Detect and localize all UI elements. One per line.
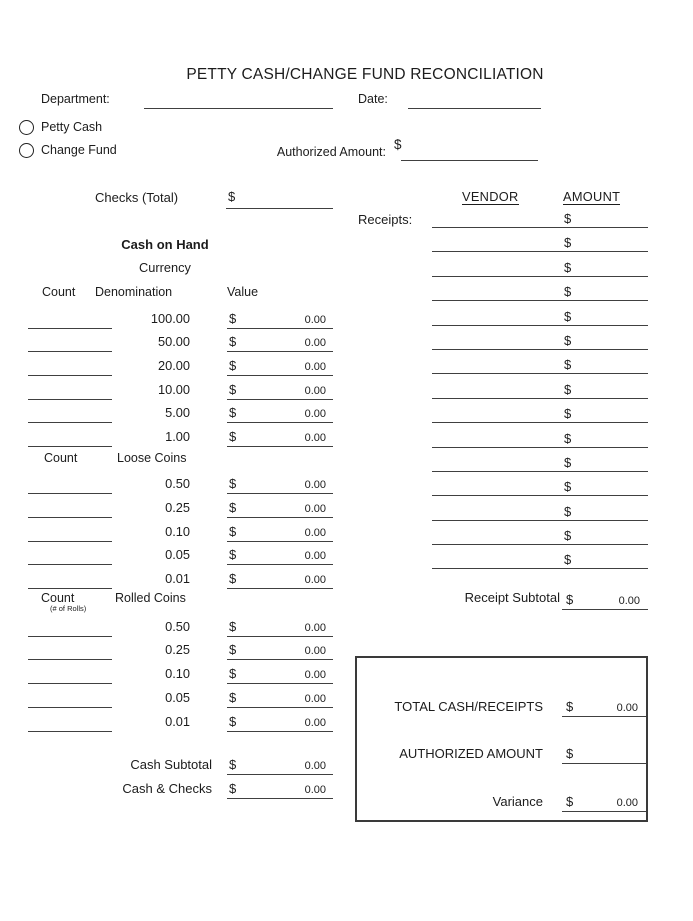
- totals-row-label: AUTHORIZED AMOUNT: [399, 746, 543, 762]
- receipt-subtotal-value: 0.00: [618, 595, 640, 607]
- cash-count-row: [0, 542, 340, 566]
- value-field: [227, 404, 333, 423]
- date-label: Date:: [358, 92, 388, 106]
- value-field: [227, 641, 333, 660]
- cash-count-row: [0, 660, 340, 684]
- dollar-sign: $: [229, 334, 237, 350]
- loose-coin-rows: [0, 471, 340, 589]
- receipt-row: [432, 350, 648, 374]
- amount-blank-field[interactable]: [547, 399, 648, 422]
- amount-blank-field[interactable]: [547, 545, 648, 568]
- value-amount: 0.00: [304, 432, 326, 445]
- authorized-amount-blank-field[interactable]: [401, 160, 538, 161]
- value-field: [227, 523, 333, 542]
- amount-blank-field[interactable]: [547, 252, 648, 275]
- dollar-sign: $: [566, 746, 574, 762]
- dollar-sign: $: [564, 332, 572, 348]
- cash-count-row: [0, 684, 340, 708]
- cash-count-row: [0, 423, 340, 447]
- department-label: Department:: [41, 92, 110, 106]
- amount-blank-field[interactable]: [547, 472, 648, 495]
- dollar-sign: $: [229, 780, 237, 796]
- count-column-header: Count: [42, 285, 76, 299]
- dollar-sign: $: [564, 430, 572, 446]
- amount-column-header: AMOUNT: [563, 189, 621, 204]
- receipt-row: [432, 374, 648, 398]
- dollar-sign: $: [566, 793, 574, 809]
- loose-coins-label: Loose Coins: [117, 451, 187, 465]
- vendor-blank-field[interactable]: [432, 472, 542, 495]
- denomination-label: 0.50: [165, 476, 190, 492]
- amount-blank-field[interactable]: [547, 204, 648, 227]
- dollar-sign: $: [564, 381, 572, 397]
- receipt-row: [432, 399, 648, 423]
- value-field: [227, 713, 333, 732]
- value-field: [227, 428, 333, 447]
- cash-subtotal-row: [0, 752, 340, 776]
- value-amount: 0.00: [304, 621, 326, 634]
- checks-total-blank-field[interactable]: [226, 208, 333, 209]
- cash-count-row: [0, 565, 340, 589]
- receipt-subtotal-label: Receipt Subtotal: [464, 590, 560, 605]
- denomination-label: 10.00: [157, 381, 190, 397]
- value-field: [227, 570, 333, 589]
- petty-cash-radio[interactable]: [19, 120, 34, 135]
- cash-totals: [0, 752, 340, 799]
- receipt-rows: [432, 204, 648, 570]
- rolled-count-note: (# of Rolls): [50, 604, 87, 614]
- dollar-sign: $: [229, 689, 237, 705]
- change-fund-label: Change Fund: [41, 143, 117, 157]
- denomination-label: 0.05: [165, 547, 190, 563]
- denomination-label: 50.00: [157, 334, 190, 350]
- dollar-sign: $: [229, 381, 237, 397]
- dollar-sign: $: [564, 210, 572, 226]
- vendor-blank-field[interactable]: [432, 496, 542, 519]
- cash-count-row: [0, 708, 340, 732]
- authorized-amount-dollar: $: [394, 137, 402, 152]
- count-blank-field[interactable]: [28, 731, 112, 732]
- dollar-sign: $: [564, 284, 572, 300]
- cash-and-checks-value: 0.00: [304, 783, 326, 796]
- date-blank-field[interactable]: [408, 108, 541, 109]
- value-field: [227, 333, 333, 352]
- denomination-label: 0.50: [165, 618, 190, 634]
- dollar-sign: $: [564, 235, 572, 251]
- totals-box: [355, 656, 648, 822]
- value-field: [227, 689, 333, 708]
- cash-count-row: [0, 494, 340, 518]
- dollar-sign: $: [566, 698, 574, 714]
- value-field: [227, 381, 333, 400]
- value-amount: 0.00: [304, 313, 326, 326]
- dollar-sign: $: [564, 454, 572, 470]
- department-blank-field[interactable]: [144, 108, 333, 109]
- totals-row-value: 0.00: [616, 796, 638, 809]
- value-amount: 0.00: [304, 669, 326, 682]
- value-field: [227, 618, 333, 637]
- cash-count-row: [0, 376, 340, 400]
- cash-count-row: [0, 471, 340, 495]
- amount-blank-field[interactable]: [547, 277, 648, 300]
- receipt-row: [432, 448, 648, 472]
- petty-cash-label: Petty Cash: [41, 120, 103, 134]
- amount-blank-field[interactable]: [547, 521, 648, 544]
- vendor-blank-field[interactable]: [432, 301, 542, 324]
- totals-box-row: [357, 672, 646, 720]
- cash-count-row: [0, 352, 340, 376]
- value-field: [227, 546, 333, 565]
- cash-count-row: [0, 305, 340, 329]
- vendor-blank-field[interactable]: [432, 350, 542, 373]
- denomination-column-header: Denomination: [95, 285, 173, 299]
- vendor-blank-field[interactable]: [432, 448, 542, 471]
- checks-total-dollar: $: [228, 189, 236, 204]
- cash-subtotal-value: 0.00: [304, 760, 326, 773]
- vendor-blank-field[interactable]: [432, 399, 542, 422]
- totals-row-field: [562, 697, 646, 717]
- dollar-sign: $: [229, 642, 237, 658]
- totals-row-label: Variance: [492, 793, 543, 809]
- dollar-sign: $: [229, 757, 237, 773]
- value-amount: 0.00: [304, 645, 326, 658]
- value-amount: 0.00: [304, 361, 326, 374]
- page-title: PETTY CASH/CHANGE FUND RECONCILIATION: [186, 66, 544, 83]
- cash-count-row: [0, 613, 340, 637]
- dollar-sign: $: [229, 500, 237, 516]
- vendor-blank-field[interactable]: [432, 521, 542, 544]
- value-amount: 0.00: [304, 384, 326, 397]
- denomination-label: 0.05: [165, 689, 190, 705]
- vendor-blank-field[interactable]: [432, 252, 542, 275]
- receipt-row: [432, 228, 648, 252]
- dollar-sign: $: [564, 406, 572, 422]
- denomination-label: 0.01: [165, 713, 190, 729]
- receipt-row: [432, 301, 648, 325]
- vendor-blank-field[interactable]: [432, 423, 542, 446]
- receipt-row: [432, 545, 648, 569]
- value-amount: 0.00: [304, 408, 326, 421]
- value-amount: 0.00: [304, 574, 326, 587]
- totals-row-value: 0.00: [616, 701, 638, 714]
- dollar-sign: $: [229, 618, 237, 634]
- amount-blank-field[interactable]: [547, 423, 648, 446]
- value-amount: 0.00: [304, 550, 326, 563]
- denomination-label: 0.10: [165, 666, 190, 682]
- amount-blank-field[interactable]: [547, 301, 648, 324]
- value-field: [227, 310, 333, 329]
- totals-box-row: [357, 767, 646, 815]
- dollar-sign: $: [564, 528, 572, 544]
- cash-subtotal-field: [227, 756, 333, 775]
- value-field: [227, 499, 333, 518]
- receipt-row: [432, 496, 648, 520]
- dollar-sign: $: [229, 523, 237, 539]
- value-amount: 0.00: [304, 337, 326, 350]
- vendor-blank-field[interactable]: [432, 228, 542, 251]
- receipt-subtotal-field: [562, 591, 648, 610]
- dollar-sign: $: [229, 429, 237, 445]
- cash-count-row: [0, 637, 340, 661]
- rolled-count-header: Count: [41, 591, 75, 606]
- vendor-blank-field[interactable]: [432, 204, 542, 227]
- denomination-label: 0.25: [165, 500, 190, 516]
- dollar-sign: $: [229, 547, 237, 563]
- dollar-sign: $: [229, 571, 237, 587]
- dollar-sign: $: [229, 476, 237, 492]
- value-column-header: Value: [227, 285, 259, 299]
- value-amount: 0.00: [304, 526, 326, 539]
- totals-row-label: TOTAL CASH/RECEIPTS: [394, 698, 543, 714]
- receipt-row: [432, 423, 648, 447]
- cash-and-checks-field: [227, 780, 333, 799]
- denomination-label: 20.00: [157, 358, 190, 374]
- receipt-row: [432, 521, 648, 545]
- denomination-label: 0.10: [165, 523, 190, 539]
- amount-blank-field[interactable]: [547, 228, 648, 251]
- currency-subheading: Currency: [139, 260, 191, 275]
- receipts-label: Receipts:: [358, 212, 413, 227]
- denomination-label: 0.01: [165, 571, 190, 587]
- cash-count-row: [0, 518, 340, 542]
- receipt-row: [432, 277, 648, 301]
- dollar-sign: $: [229, 405, 237, 421]
- amount-blank-field[interactable]: [547, 374, 648, 397]
- dollar-sign: $: [566, 592, 574, 607]
- value-field: [227, 357, 333, 376]
- currency-rows: [0, 305, 340, 447]
- value-field: [227, 475, 333, 494]
- cash-subtotal-label: Cash Subtotal: [130, 757, 212, 773]
- value-amount: 0.00: [304, 716, 326, 729]
- rolled-coins-header: [0, 589, 340, 613]
- receipt-row: [432, 326, 648, 350]
- totals-box-row: [357, 720, 646, 768]
- checks-total-label: Checks (Total): [95, 190, 179, 205]
- dollar-sign: $: [229, 310, 237, 326]
- dollar-sign: $: [229, 666, 237, 682]
- receipt-row: [432, 252, 648, 276]
- dollar-sign: $: [564, 357, 572, 373]
- cash-and-checks-label: Cash & Checks: [122, 780, 212, 796]
- value-amount: 0.00: [304, 503, 326, 516]
- amount-blank-field[interactable]: [547, 496, 648, 519]
- change-fund-radio[interactable]: [19, 143, 34, 158]
- value-field: [227, 665, 333, 684]
- vendor-blank-field[interactable]: [432, 277, 542, 300]
- rolled-coin-rows: [0, 613, 340, 731]
- dollar-sign: $: [564, 479, 572, 495]
- vendor-column-header: VENDOR: [462, 189, 519, 204]
- dollar-sign: $: [564, 308, 572, 324]
- cash-and-checks-row: [0, 775, 340, 799]
- totals-row-field: [562, 744, 646, 764]
- authorized-amount-label: Authorized Amount:: [276, 145, 386, 159]
- dollar-sign: $: [229, 358, 237, 374]
- totals-box-rows: [357, 658, 646, 815]
- receipt-row: [432, 472, 648, 496]
- vendor-blank-field[interactable]: [432, 545, 542, 568]
- dollar-sign: $: [564, 503, 572, 519]
- vendor-blank-field[interactable]: [432, 374, 542, 397]
- value-amount: 0.00: [304, 692, 326, 705]
- cash-on-hand-heading: Cash on Hand: [121, 237, 209, 252]
- loose-count-header: Count: [44, 451, 78, 465]
- amount-blank-field[interactable]: [547, 448, 648, 471]
- cash-count-row: [0, 329, 340, 353]
- denomination-label: 5.00: [165, 405, 190, 421]
- denomination-label: 1.00: [165, 429, 190, 445]
- rolled-coins-label: Rolled Coins: [115, 591, 186, 606]
- dollar-sign: $: [564, 552, 572, 568]
- amount-blank-field[interactable]: [547, 350, 648, 373]
- denomination-label: 100.00: [150, 310, 190, 326]
- vendor-blank-field[interactable]: [432, 326, 542, 349]
- amount-blank-field[interactable]: [547, 326, 648, 349]
- dollar-sign: $: [564, 259, 572, 275]
- denomination-label: 0.25: [165, 642, 190, 658]
- totals-row-field: [562, 792, 646, 812]
- receipt-row: [432, 204, 648, 228]
- value-amount: 0.00: [304, 479, 326, 492]
- dollar-sign: $: [229, 713, 237, 729]
- loose-coins-header: [0, 447, 340, 471]
- cash-count-row: [0, 400, 340, 424]
